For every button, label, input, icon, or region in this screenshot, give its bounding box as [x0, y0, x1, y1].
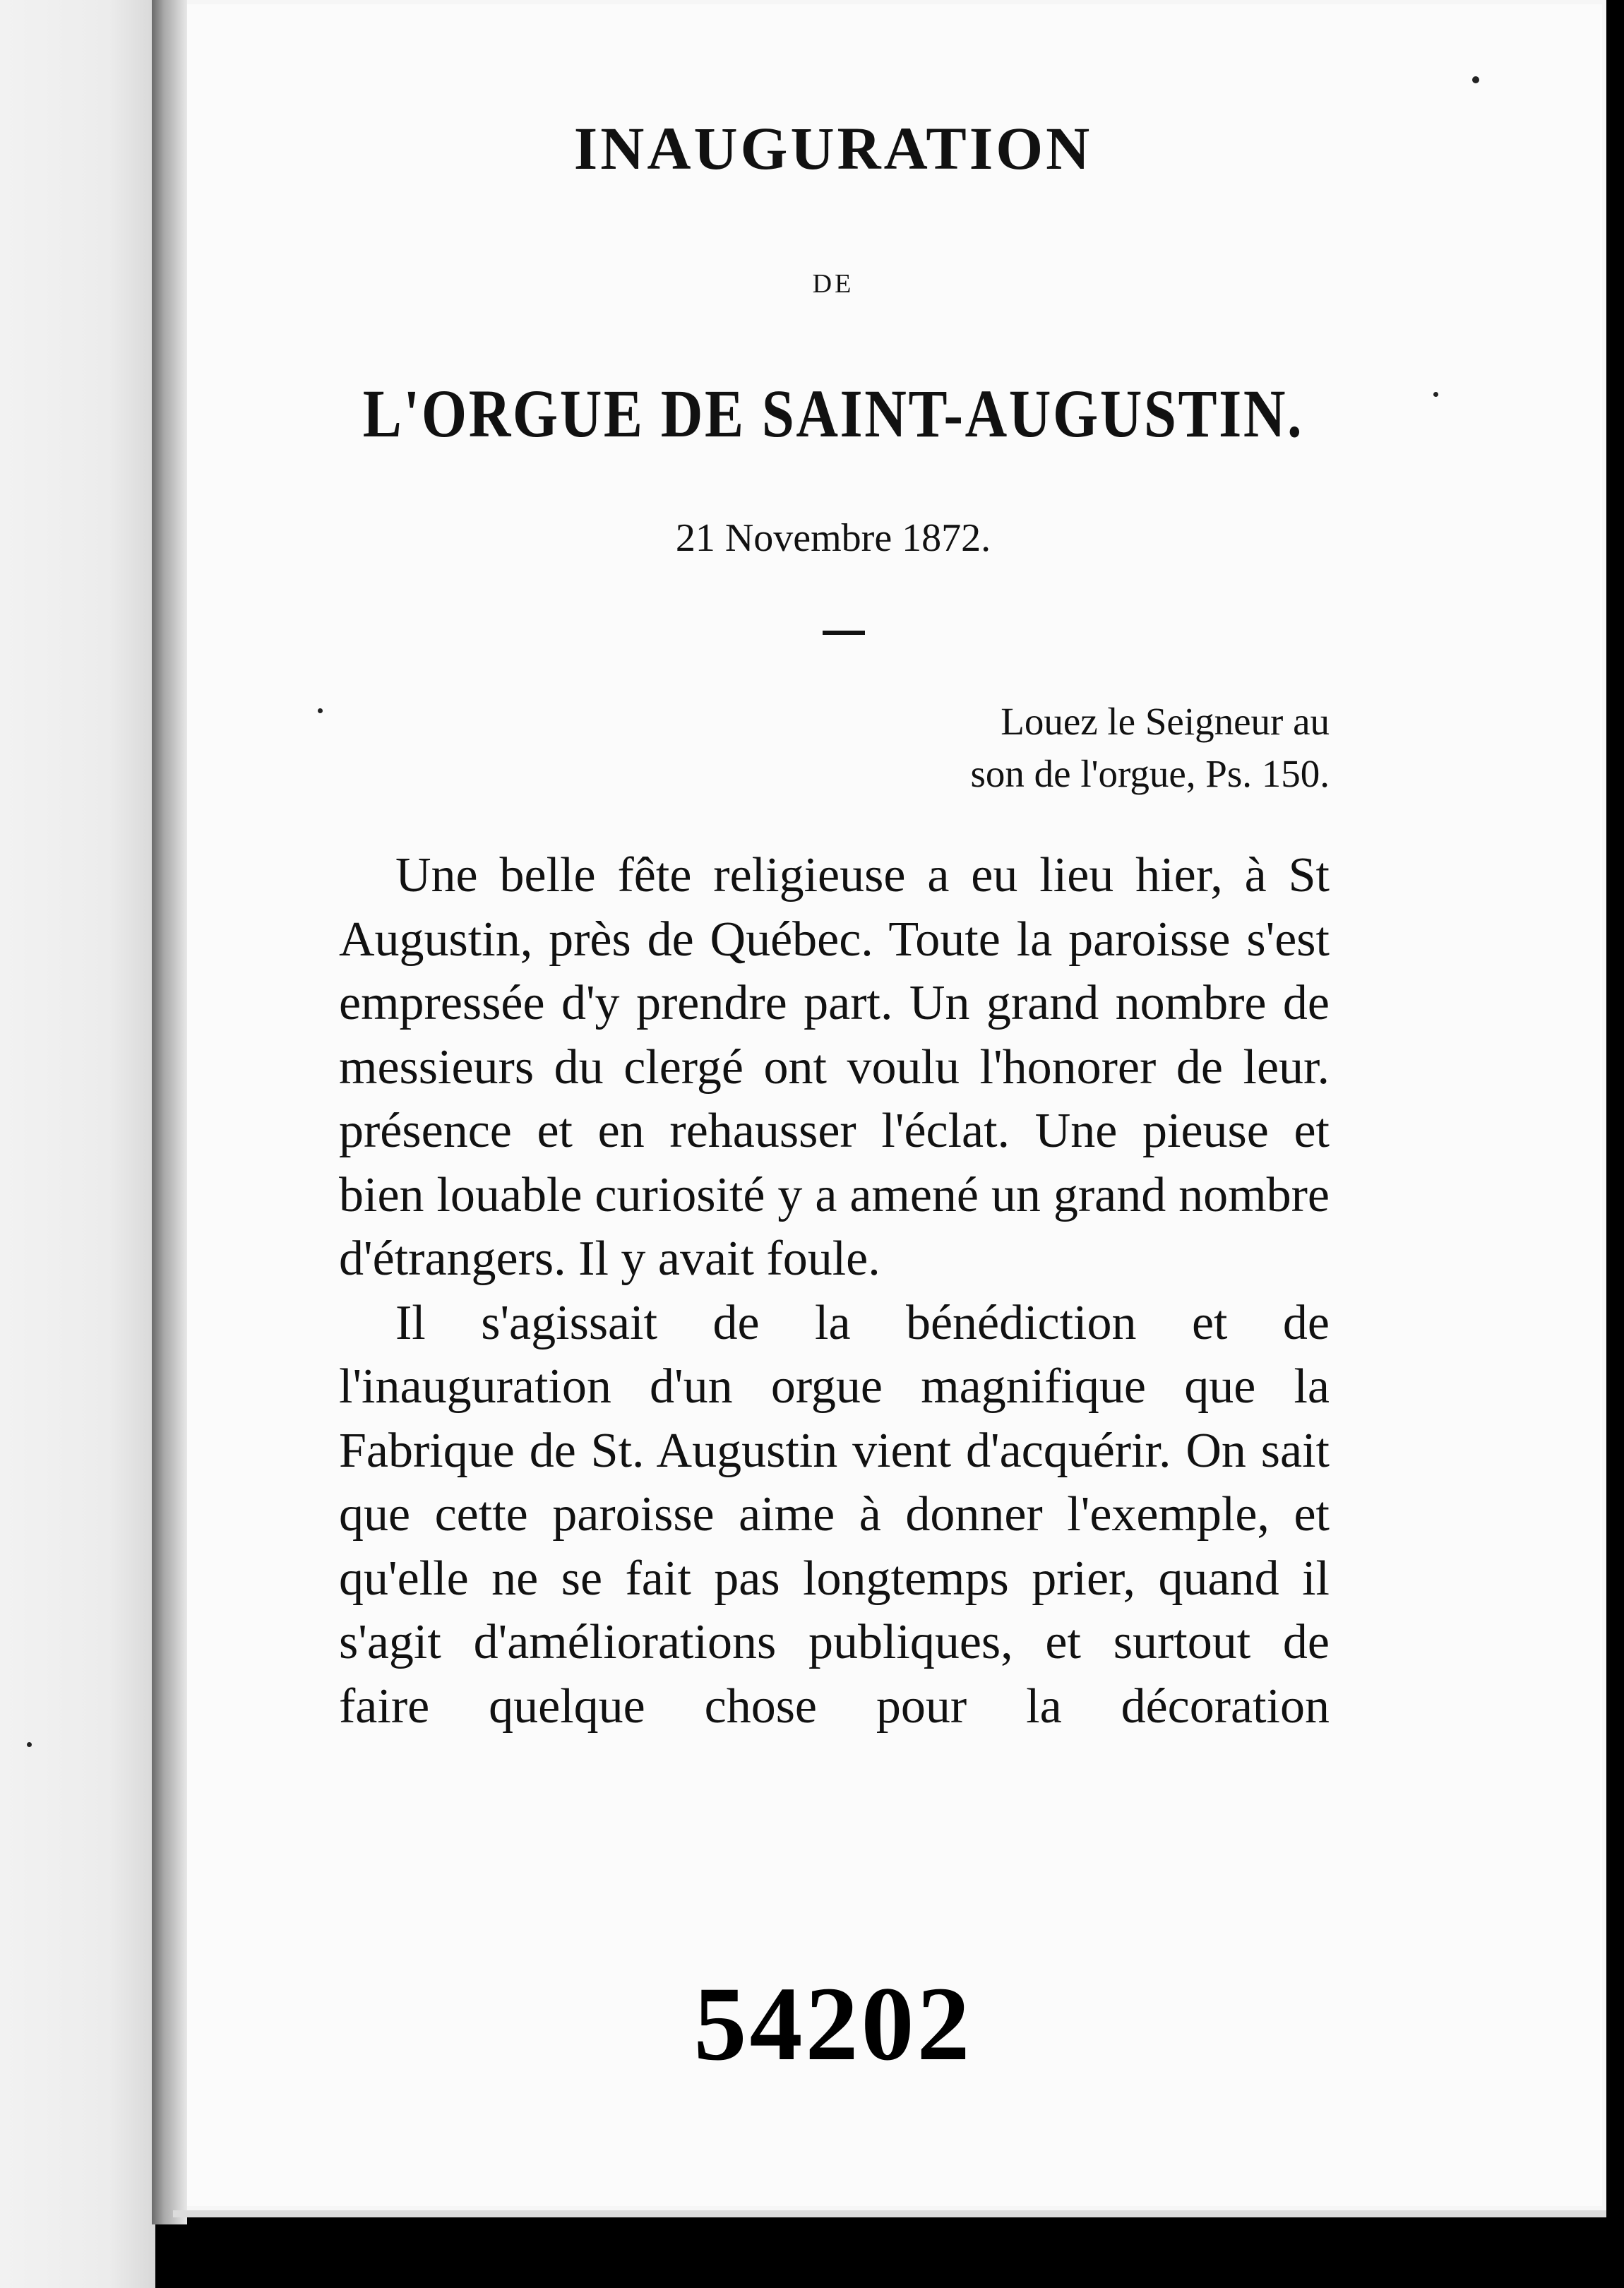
scan-speck [318, 708, 323, 713]
heading-inauguration: INAUGURATION [573, 114, 1093, 182]
epigraph-line-2: son de l'orgue, Ps. 150. [970, 752, 1330, 795]
epigraph-line-1: Louez le Seigneur au [1001, 700, 1330, 743]
paragraph-2: Il s'agissait de la bénédiction et de l'inauguration d'un orgue magnifique que la Fabrique de St. Augustin vient d'acquérir. On sait que cette paroisse aime à donner l'exemple, et qu'elle ne se fait pas longtemps prier, quand il s'agit d'améliorations publiques, et surtout de faire quelque chose pour la décoration [339, 1295, 1330, 1734]
document-date: 21 Novembre 1872. [675, 516, 991, 560]
binding-gutter [152, 0, 187, 2224]
scan-speck [1472, 76, 1479, 83]
heading-de: DE [812, 269, 854, 299]
catalog-number: 54202 [693, 1965, 973, 2083]
epigraph [971, 696, 1330, 800]
previous-page-margin [0, 0, 155, 2288]
separator-rule [823, 631, 865, 635]
page-bottom-edge [173, 2210, 1606, 2217]
paragraph-1: Une belle fête religieuse a eu lieu hier, à St Augustin, près de Québec. Toute la paroisse s'est empressée d'y prendre part. Un grand nombre de messieurs du clergé ont voulu l'honorer de leur. présence et en rehausser l'éclat. Une pieuse et bien louable curiosité y a amené un grand nombre d'étrangers. Il y avait foule. [339, 848, 1330, 1286]
scan-speck [1433, 392, 1438, 397]
scan-speck [27, 1742, 32, 1747]
body-text [339, 844, 1330, 1739]
page-title: L'ORGUE DE SAINT-AUGUSTIN. [362, 376, 1304, 451]
